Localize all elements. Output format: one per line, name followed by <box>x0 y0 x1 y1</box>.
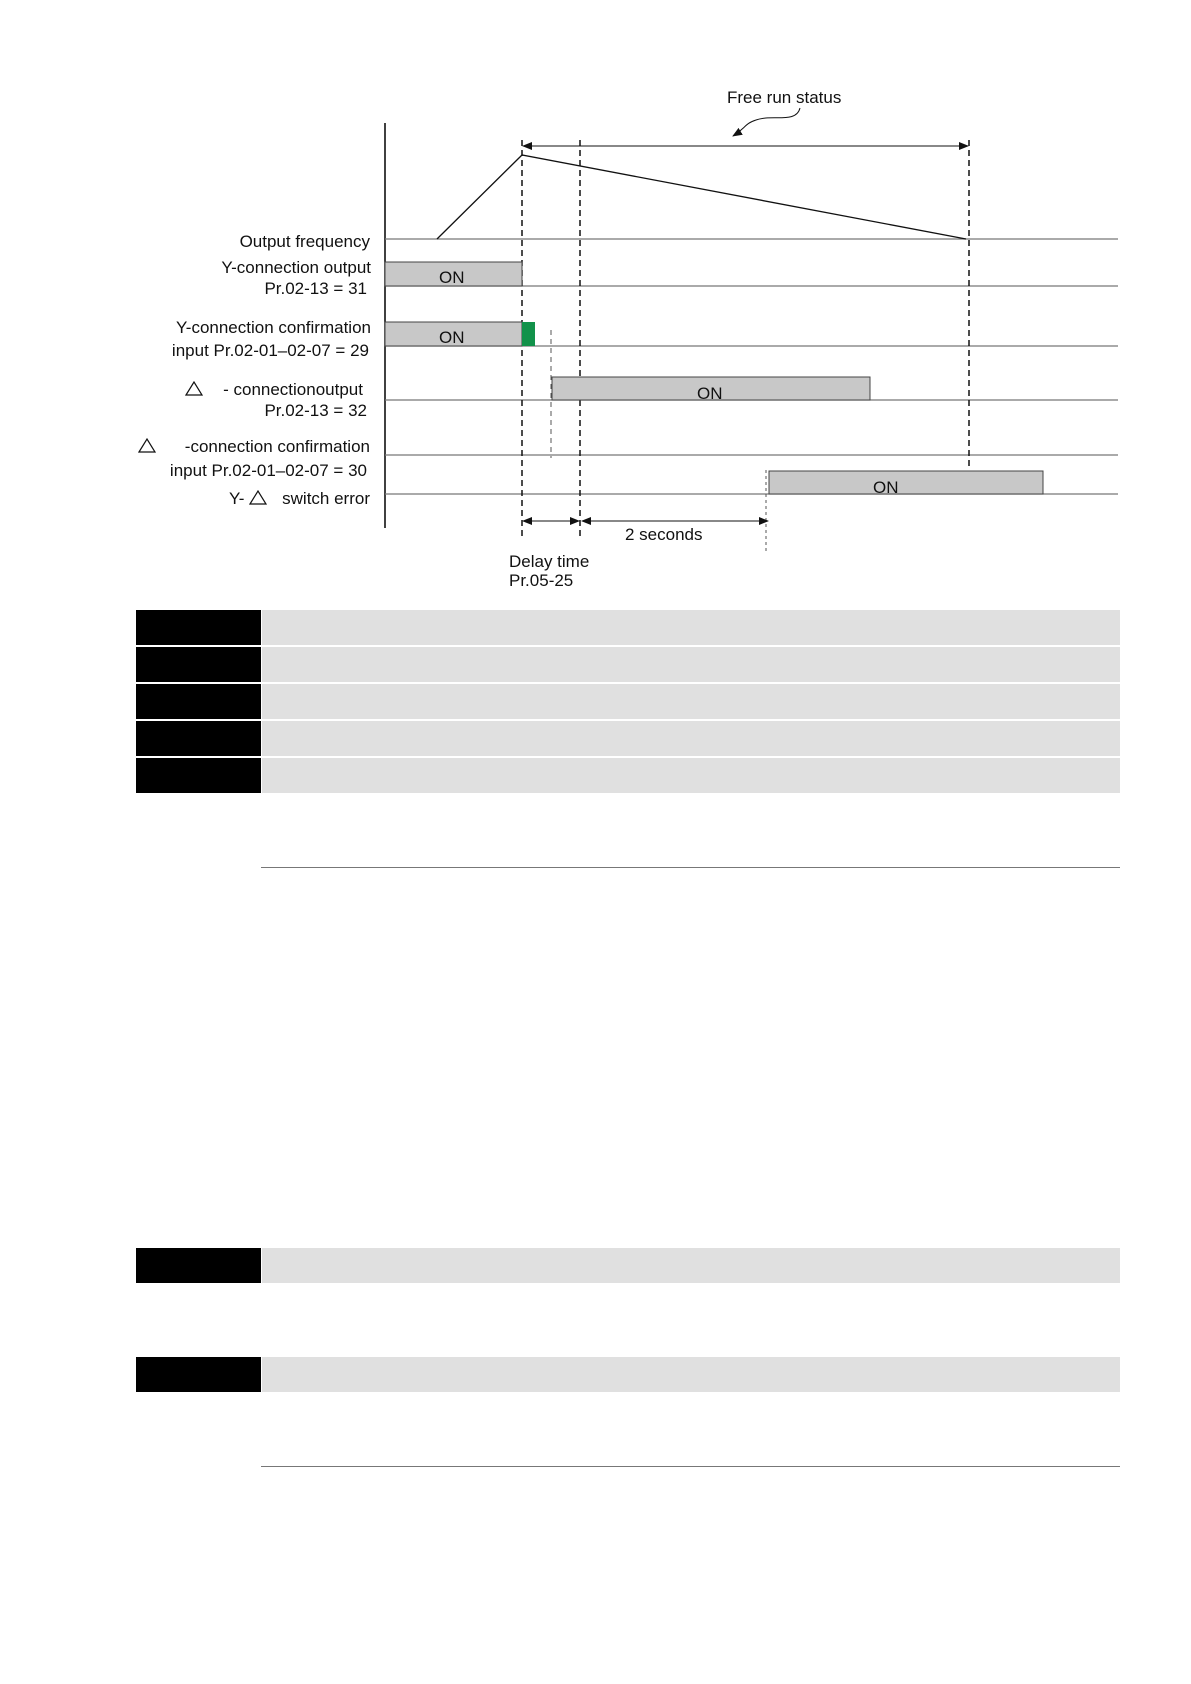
label-d-confirm-param: input Pr.02-01–02-07 = 30 <box>169 461 367 480</box>
switch-error-on-label: ON <box>873 478 899 497</box>
parameter-row <box>136 684 1120 719</box>
y-confirm-on-label: ON <box>439 328 465 347</box>
parameter-row <box>136 647 1120 682</box>
parameter-row <box>136 610 1120 645</box>
output-frequency-curve <box>437 155 966 239</box>
parameter-label-cell <box>136 684 261 719</box>
label-y-confirm: Y-connection confirmation <box>176 318 371 337</box>
y-delta-timing-diagram <box>0 0 1191 600</box>
parameter-label-cell <box>136 610 261 645</box>
label-d-output: - connectionoutput <box>223 380 363 399</box>
free-run-pointer <box>733 108 800 136</box>
parameter-value-cell <box>262 684 1120 719</box>
parameter-label-cell <box>136 758 261 793</box>
parameter-label-cell <box>136 1248 261 1283</box>
delta-icon <box>186 382 202 395</box>
parameter-row <box>136 758 1120 793</box>
parameter-row <box>136 721 1120 756</box>
parameter-value-cell <box>262 610 1120 645</box>
label-d-confirm: -connection confirmation <box>184 437 370 456</box>
parameter-value-cell <box>262 1357 1120 1392</box>
section-divider <box>261 867 1120 868</box>
delta-icon <box>139 439 155 452</box>
label-y-output-param: Pr.02-13 = 31 <box>264 279 367 298</box>
delay-time-label: Delay time <box>509 552 590 571</box>
parameter-value-cell <box>262 758 1120 793</box>
label-y-confirm-param: input Pr.02-01–02-07 = 29 <box>171 341 369 360</box>
parameter-row <box>136 1248 1120 1283</box>
delay-time-parameter: Pr.05-25 <box>509 571 574 590</box>
parameter-label-cell <box>136 1357 261 1392</box>
label-output-frequency: Output frequency <box>239 232 370 251</box>
d-output-on-label: ON <box>697 384 723 403</box>
two-seconds-label: 2 seconds <box>625 525 703 544</box>
free-run-label: Free run status <box>727 88 842 107</box>
section-divider <box>261 1466 1120 1467</box>
switch-error-on-bar <box>769 471 1043 494</box>
label-y-output: Y-connection output <box>221 258 371 277</box>
signal-labels <box>170 232 371 508</box>
label-switch-error-prefix: Y- <box>229 489 245 508</box>
delta-icon <box>250 491 266 504</box>
y-output-on-label: ON <box>439 268 465 287</box>
parameter-value-cell <box>262 721 1120 756</box>
label-switch-error: switch error <box>282 489 370 508</box>
parameter-row <box>136 1357 1120 1392</box>
label-d-output-param: Pr.02-13 = 32 <box>264 401 367 420</box>
parameter-value-cell <box>262 1248 1120 1283</box>
parameter-label-cell <box>136 721 261 756</box>
parameter-label-cell <box>136 647 261 682</box>
y-confirm-pulse <box>522 322 535 346</box>
parameter-value-cell <box>262 647 1120 682</box>
